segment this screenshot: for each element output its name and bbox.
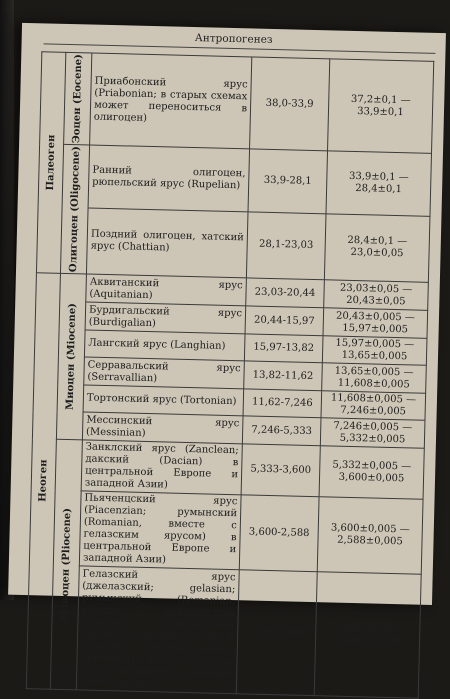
era-cell-neogene: Неоген [26, 273, 60, 689]
stage-cell: Занклский ярус (Zanclean; дакский (Dacian) в центральной Европе и западной Азии) [81, 440, 242, 495]
age-cell: 28,4±0,1 — 23,0±0,05 [324, 213, 430, 282]
range-cell: 5,333-3,600 [241, 444, 320, 497]
stage-cell: Лангский ярус (Langhian) [84, 330, 245, 361]
age-cell: 15,97±0,005 — 13,65±0,005 [322, 336, 427, 366]
age-cell: 2,588±0,005 –1,806±0,005 [314, 572, 421, 699]
range-cell: 2,588-1,806 [236, 570, 317, 696]
age-cell: 11,608±0,005 — 7,246±0,005 [321, 391, 426, 421]
range-cell: 7,246-5,333 [242, 416, 321, 446]
range-cell: 28,1-23,03 [246, 212, 326, 280]
stage-cell: Приабонский ярус (Priabonian; в старых схемах может переноситься в олигоцен) [90, 53, 252, 149]
stage-cell: Пьяченцский ярус (Piacenzian; румынский (Romanian, вместе с гелазским ярусом) в центральной Европе и западной Азии) [79, 491, 241, 570]
range-cell: 20,44-15,97 [245, 306, 324, 336]
range-cell: 23,03-20,44 [246, 278, 325, 308]
range-cell: 3,600-2,588 [239, 495, 319, 572]
stage-cell: Гелазский ярус (джелазский; gelasian; румынский (Romanian, вместе с пьяченцским ярусом) в Центральной Европе и Западной Азии; в западных схемах может переноситься в плейстоцен, тогда называется нижним плейстоценом) [76, 566, 239, 694]
geologic-stages-table [26, 51, 434, 698]
book-page [8, 23, 446, 689]
age-cell: 7,246±0,005 — 5,332±0,005 [320, 418, 425, 449]
epoch-cell-miocene: Миоцен (Miocene) [56, 273, 86, 440]
table-row [29, 490, 423, 575]
range-cell: 13,82-11,62 [244, 361, 323, 391]
epoch-cell-pliocene: Плиоцен (Pliocene) [50, 439, 82, 690]
stage-cell: Аквитанский ярус (Aquitanian) [86, 274, 247, 306]
era-cell-paleogene: Палеоген [36, 52, 65, 274]
running-head: Антропогенез [194, 32, 273, 46]
age-cell: 33,9±0,1 — 28,4±0,1 [326, 151, 432, 216]
stage-cell: Серравальский ярус (Serravallian) [84, 357, 245, 389]
table-row [40, 52, 434, 154]
range-cell: 15,97-13,82 [244, 334, 323, 363]
epoch-cell-eocene: Эоцен (Eocene) [64, 52, 92, 145]
stage-cell: Поздний олигоцен, хатский ярус (Chattian) [86, 208, 248, 278]
age-cell: 5,332±0,005 — 3,600±0,005 [319, 446, 424, 500]
range-cell: 11,62-7,246 [243, 389, 322, 418]
table-row [26, 565, 421, 699]
age-cell: 13,65±0,005 — 11,608±0,005 [322, 363, 427, 394]
epoch-cell-oligocene: Олигоцен (Oligocene) [60, 144, 89, 274]
table-row [36, 206, 430, 282]
age-cell: 3,600±0,005 — 2,588±0,005 [317, 497, 423, 575]
stage-cell: Тортонский ярус (Tortonian) [83, 385, 244, 416]
stage-cell: Ранний олигоцен, рюпельский ярус (Rupelian) [88, 145, 249, 212]
age-cell: 23,03±0,05 — 20,43±0,05 [324, 280, 429, 311]
range-cell: 38,0-33,9 [250, 57, 330, 151]
table-row [38, 144, 431, 216]
stage-cell: Бурдигальский ярус (Burdigalian) [85, 302, 246, 334]
stage-cell: Мессинский ярус (Messinian) [82, 412, 243, 444]
range-cell: 33,9-28,1 [248, 149, 328, 214]
age-cell: 20,43±0,005 — 15,97±0,005 [323, 308, 428, 339]
age-cell: 37,2±0,1 — 33,9±0,1 [328, 59, 434, 154]
